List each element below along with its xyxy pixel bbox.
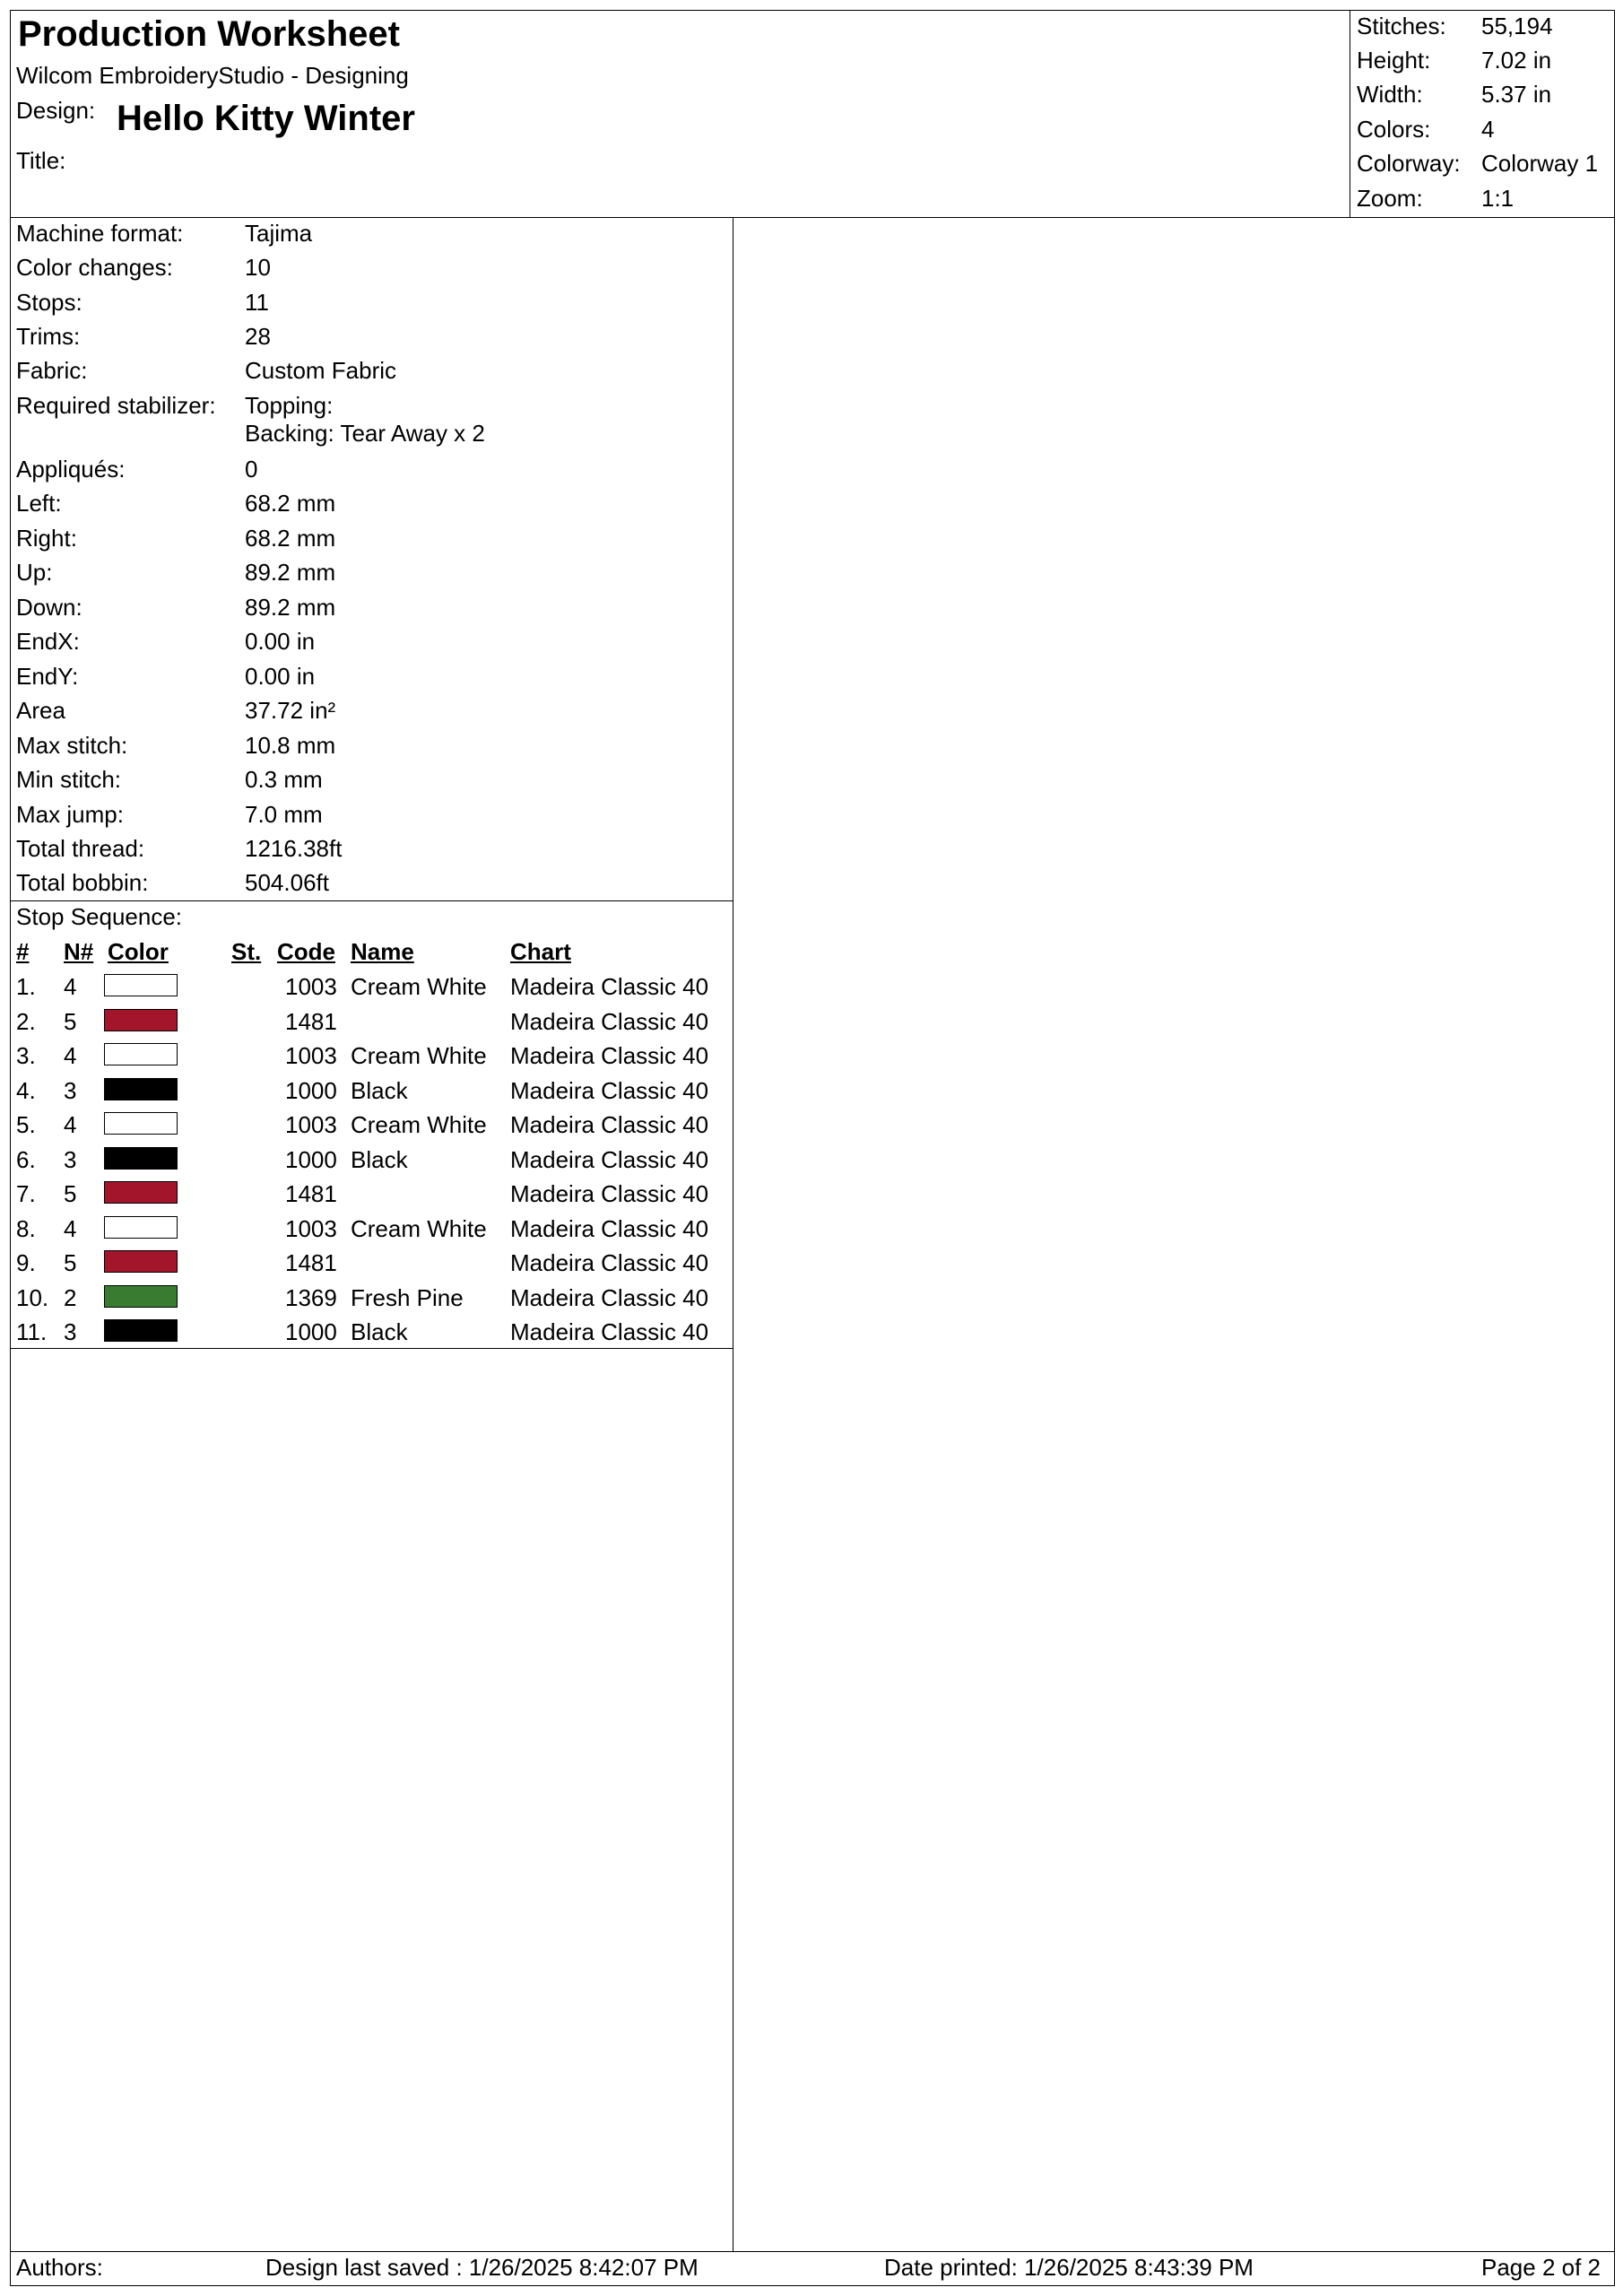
stop-code: 1369: [285, 1284, 337, 1311]
detail-value: 10.8 mm: [245, 732, 336, 759]
column-header-needle: N#: [64, 938, 94, 965]
stop-chart: Madeira Classic 40: [510, 1284, 709, 1311]
summary-label: Width:: [1357, 81, 1423, 108]
detail-value: 0.00 in: [245, 663, 316, 690]
summary-value: 4: [1481, 116, 1495, 143]
detail-value: 10: [245, 254, 271, 281]
stop-num: 5.: [16, 1111, 36, 1138]
stop-num: 10.: [16, 1284, 49, 1311]
stop-name: Black: [351, 1318, 408, 1345]
detail-value: 89.2 mm: [245, 594, 336, 621]
header-divider: [10, 217, 1615, 218]
title-label: Title:: [16, 147, 66, 174]
summary-value: 5.37 in: [1481, 81, 1552, 108]
stop-num: 8.: [16, 1215, 36, 1242]
stop-code: 1003: [285, 1042, 337, 1069]
color-swatch: [104, 1043, 178, 1065]
stop-needle: 3: [64, 1146, 77, 1173]
detail-label: EndX:: [16, 628, 80, 655]
stop-num: 6.: [16, 1146, 36, 1173]
footer-page-number: Page 2 of 2: [1481, 2254, 1601, 2281]
stop-name: Cream White: [351, 1042, 487, 1069]
detail-label: Total bobbin:: [16, 869, 149, 896]
color-swatch: [104, 1147, 178, 1170]
color-swatch: [104, 1319, 178, 1342]
detail-label: Color changes:: [16, 254, 173, 281]
color-swatch: [104, 1112, 178, 1135]
detail-label: Fabric:: [16, 357, 88, 384]
design-name: Hello Kitty Winter: [117, 99, 415, 138]
stop-needle: 5: [64, 1249, 77, 1276]
summary-label: Colors:: [1357, 116, 1431, 143]
column-header-num: #: [16, 938, 30, 965]
color-swatch: [104, 1009, 178, 1031]
detail-value: 89.2 mm: [245, 559, 336, 586]
detail-value: 0.3 mm: [245, 766, 323, 793]
stop-code: 1000: [285, 1146, 337, 1173]
stop-chart: Madeira Classic 40: [510, 1180, 709, 1207]
detail-value-secondary: Backing: Tear Away x 2: [245, 420, 485, 447]
stop-chart: Madeira Classic 40: [510, 1077, 709, 1104]
stop-needle: 4: [64, 1111, 77, 1138]
column-header-code: Code: [277, 938, 335, 965]
detail-label: Left:: [16, 490, 62, 517]
detail-label: Trims:: [16, 323, 81, 350]
stop-sequence-label: Stop Sequence:: [16, 903, 183, 930]
stop-needle: 2: [64, 1284, 77, 1311]
stop-num: 9.: [16, 1249, 36, 1276]
summary-label: Height:: [1357, 47, 1431, 74]
column-header-chart: Chart: [510, 938, 571, 965]
stop-code: 1481: [285, 1249, 337, 1276]
detail-label: Max jump:: [16, 801, 124, 828]
stop-name: Black: [351, 1077, 408, 1104]
detail-label: Right:: [16, 525, 77, 552]
color-swatch: [104, 1285, 178, 1308]
detail-label: Up:: [16, 559, 53, 586]
stop-code: 1003: [285, 973, 337, 1000]
footer-last-saved: Design last saved : 1/26/2025 8:42:07 PM: [265, 2254, 699, 2281]
stop-code: 1003: [285, 1215, 337, 1242]
summary-value: 1:1: [1481, 185, 1515, 212]
stop-needle: 4: [64, 1215, 77, 1242]
stop-chart: Madeira Classic 40: [510, 1249, 709, 1276]
summary-value: 7.02 in: [1481, 47, 1552, 74]
detail-label: Area: [16, 697, 65, 724]
detail-value: 0.00 in: [245, 628, 316, 655]
stop-chart: Madeira Classic 40: [510, 973, 709, 1000]
column-header-name: Name: [351, 938, 414, 965]
stop-num: 1.: [16, 973, 36, 1000]
stop-chart: Madeira Classic 40: [510, 1008, 709, 1035]
stop-chart: Madeira Classic 40: [510, 1318, 709, 1345]
stop-code: 1481: [285, 1180, 337, 1207]
stop-needle: 5: [64, 1180, 77, 1207]
stop-num: 3.: [16, 1042, 36, 1069]
detail-value: 37.72 in²: [245, 697, 336, 724]
stops-divider: [10, 1348, 733, 1349]
detail-label: Appliqués:: [16, 456, 126, 483]
detail-label: EndY:: [16, 663, 79, 690]
detail-label: Machine format:: [16, 220, 184, 247]
stop-name: Fresh Pine: [351, 1284, 464, 1311]
detail-value: 7.0 mm: [245, 801, 323, 828]
worksheet-frame: [10, 10, 1615, 2286]
detail-value: Topping:: [245, 392, 334, 419]
summary-value: 55,194: [1481, 13, 1553, 39]
stop-chart: Madeira Classic 40: [510, 1111, 709, 1138]
color-swatch: [104, 1216, 178, 1239]
stop-name: Cream White: [351, 1215, 487, 1242]
footer-divider: [10, 2251, 1615, 2252]
stop-needle: 3: [64, 1077, 77, 1104]
detail-label: Required stabilizer:: [16, 392, 216, 419]
stop-chart: Madeira Classic 40: [510, 1146, 709, 1173]
color-swatch: [104, 974, 178, 996]
detail-value: 28: [245, 323, 271, 350]
detail-label: Stops:: [16, 289, 82, 316]
stop-needle: 4: [64, 1042, 77, 1069]
detail-value: 504.06ft: [245, 869, 329, 896]
color-swatch: [104, 1078, 178, 1100]
summary-label: Zoom:: [1357, 185, 1423, 212]
detail-value: 68.2 mm: [245, 525, 336, 552]
stop-needle: 3: [64, 1318, 77, 1345]
stop-num: 2.: [16, 1008, 36, 1035]
detail-label: Down:: [16, 594, 82, 621]
color-swatch: [104, 1250, 178, 1273]
design-label: Design:: [16, 97, 96, 124]
stop-num: 11.: [16, 1318, 48, 1345]
footer-date-printed: Date printed: 1/26/2025 8:43:39 PM: [884, 2254, 1254, 2281]
stop-chart: Madeira Classic 40: [510, 1042, 709, 1069]
stop-code: 1003: [285, 1111, 337, 1138]
stop-code: 1000: [285, 1318, 337, 1345]
summary-label: Colorway:: [1357, 150, 1461, 177]
stop-needle: 5: [64, 1008, 77, 1035]
detail-label: Max stitch:: [16, 732, 128, 759]
stop-code: 1481: [285, 1008, 337, 1035]
column-header-stitches: St.: [231, 938, 262, 965]
detail-value: 1216.38ft: [245, 835, 343, 862]
app-name: Wilcom EmbroideryStudio - Designing: [16, 62, 409, 89]
stop-num: 4.: [16, 1077, 36, 1104]
stop-num: 7.: [16, 1180, 36, 1207]
detail-label: Total thread:: [16, 835, 145, 862]
detail-value: 11: [245, 289, 269, 316]
stop-name: Cream White: [351, 1111, 487, 1138]
detail-value: Tajima: [245, 220, 313, 247]
details-divider: [10, 900, 733, 901]
stop-chart: Madeira Classic 40: [510, 1215, 709, 1242]
stop-needle: 4: [64, 973, 77, 1000]
page-title: Production Worksheet: [18, 14, 400, 54]
detail-value: 0: [245, 456, 258, 483]
summary-value: Colorway 1: [1481, 150, 1599, 177]
detail-label: Min stitch:: [16, 766, 122, 793]
stop-code: 1000: [285, 1077, 337, 1104]
footer-authors: Authors:: [16, 2254, 103, 2281]
summary-label: Stitches:: [1357, 13, 1446, 39]
stop-name: Cream White: [351, 973, 487, 1000]
detail-value: 68.2 mm: [245, 490, 336, 517]
stop-name: Black: [351, 1146, 408, 1173]
color-swatch: [104, 1181, 178, 1204]
column-header-color: Color: [108, 938, 169, 965]
detail-value: Custom Fabric: [245, 357, 397, 384]
